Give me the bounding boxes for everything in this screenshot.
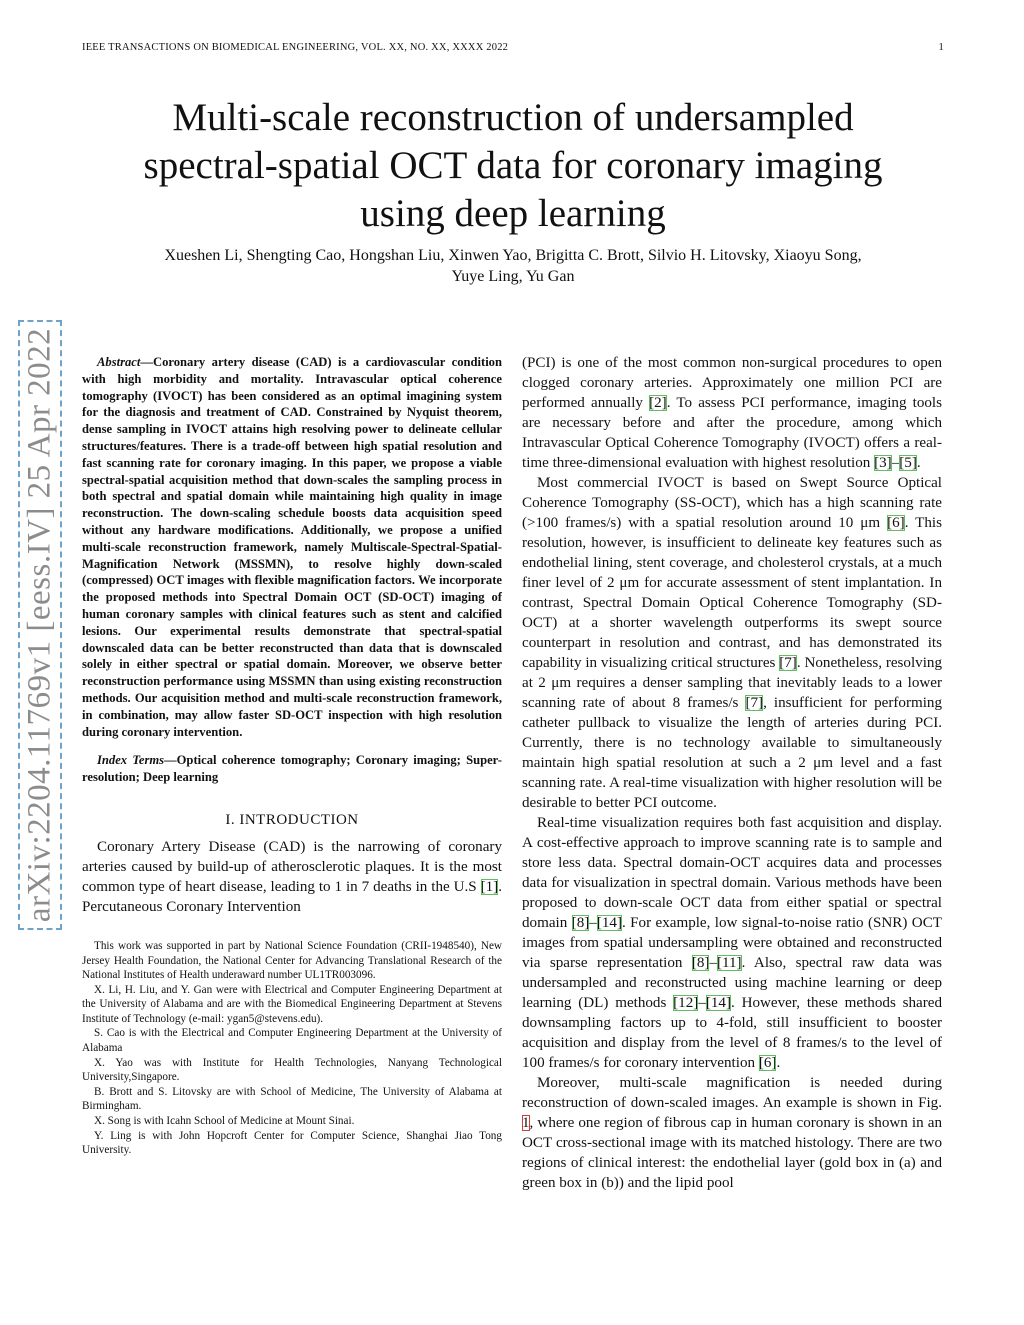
citation-link[interactable]: [14] [596, 915, 622, 931]
footnote-affiliation: X. Li, H. Liu, and Y. Gan were with Electrical and Computer Engineering Department at the University of Alabama and are with the Biomedical Engineering Department at Stevens Institute of Technology (e-mail: ygan5@stevens.edu). [82, 983, 502, 1025]
paragraph-text: Real-time visualization requires both fast acquisition and display. A cost-effective approach to improve scanning rate is to sample and store less data. Spectral domain-OCT acquires data and processes data for visualization in spectral domain. Various methods have been proposed to down-scale OCT data from either spatial or spectral domain [522, 815, 942, 931]
authors-line: Xueshen Li, Shengting Cao, Hongshan Liu, Xinwen Yao, Brigitta C. Brott, Silvio H. Litovsky, Xiaoyu Song, [164, 247, 862, 264]
footnote-affiliation: X. Song is with Icahn School of Medicine at Mount Sinai. [94, 1115, 355, 1128]
arxiv-identifier: arXiv:2204.11769v1 [eess.IV] 25 Apr 2022 [21, 327, 58, 923]
citation-link[interactable]: [3] [874, 455, 892, 471]
index-terms-label: Index Terms [97, 753, 165, 768]
right-column [522, 353, 942, 1193]
paragraph-text: – [589, 915, 597, 931]
citation-link[interactable]: [6] [758, 1055, 777, 1071]
footnotes [82, 939, 502, 1158]
footnote-affiliation: Y. Ling is with John Hopcroft Center for Computer Science, Shanghai Jiao Tong University. [82, 1129, 502, 1157]
abstract [82, 354, 502, 740]
title-line: spectral-spatial OCT data for coronary imaging [143, 144, 883, 187]
title-line: using deep learning [360, 192, 666, 235]
citation-link[interactable]: [7] [779, 655, 797, 671]
citation-link[interactable]: [11] [717, 955, 742, 971]
arxiv-stamp [18, 320, 62, 930]
footnote-affiliation: S. Cao is with the Electrical and Computer Engineering Department at the University of Alabama [82, 1027, 502, 1055]
paragraph-text: . [916, 455, 921, 471]
citation-link[interactable]: [14] [705, 995, 732, 1011]
abstract-text: —Coronary artery disease (CAD) is a cardiovascular condition with high morbidity and mortality. Intravascular optical coherence tomography (IVOCT) has been considered as an optimal imagining system for the diagnosis and treatment of CAD. Constrained by Nyquist theorem, dense sampling in IVOCT attains high resolving power to delineate cellular structures/features. There is a trade-off between high spatial resolution and fast scanning rate for coronary imaging. In this paper, we propose a viable spectral-spatial acquisition method that down-scales the sampling process in both spectral and spatial domain while maintaining high quality in image reconstruction. The down-scaling schedule boosts data acquisition speed without any hardware modifications. Additionally, we propose a unified multi-scale reconstruction framework, namely Multiscale-Spectral-Spatial-Magnification Network (MSSMN), to resolve highly down-scaled (compressed) OCT images with flexible magnification factors. We incorporate the proposed methods into Spectral Domain OCT (SD-OCT) imaging of human coronary samples with clinical features such as stent and calcified lesions. Our experimental results demonstrate that spectral-spatial downscaled data can be better reconstructed than data that is downscaled solely in either spectral or spatial domain. Moreover, we observe better reconstruction performance using MSSMN than using existing reconstruction methods. Our acquisition method and multi-scale reconstruction framework, in combination, may allow faster SD-OCT inspection with high resolution during coronary intervention. [82, 355, 502, 739]
paragraph-text: . Percutaneous Coronary Intervention [82, 878, 502, 915]
citation-link[interactable]: [12] [673, 995, 699, 1011]
intro-paragraph [82, 837, 502, 917]
paragraph-text: . To assess PCI performance, imaging tools are necessary before and after the procedure, among which Intravascular Optical Coherence Tomography (IVOCT) offers a real-time three-dimensional evaluation with highest resolution [522, 395, 942, 471]
index-terms-text: —Optical coherence tomography; Coronary imaging; Super-resolution; Deep learning [82, 753, 502, 785]
left-column [82, 354, 502, 1158]
journal-name: IEEE TRANSACTIONS ON BIOMEDICAL ENGINEERING, VOL. XX, NO. XX, XXXX 2022 [82, 42, 509, 53]
paragraph-text: (PCI) is one of the most common non-surgical procedures to open clogged coronary arteries. Approximately one million PCI are performed annually [522, 355, 942, 411]
title-line: Multi-scale reconstruction of undersampled [172, 96, 854, 139]
citation-link[interactable]: [1] [480, 878, 499, 895]
paragraph-text: – [698, 995, 706, 1011]
paper-title [82, 94, 944, 238]
paragraph-text: Moreover, multi-scale magnification is needed during reconstruction of down-scaled images. An example is shown in Fig. [522, 1075, 942, 1111]
footnote-funding: This work was supported in part by National Science Foundation (CRII-1948540), New Jersey Health Foundation, the National Center for Advancing Translational Research of the National Institutes of Health underaward number UL1TR003096. [82, 939, 502, 982]
citation-link[interactable]: [5] [899, 455, 917, 471]
paragraph-text: . Also, spectral raw data was undersampled and reconstructed using machine learning or deep learning (DL) methods [522, 955, 942, 1011]
footnote-affiliation: B. Brott and S. Litovsky are with School of Medicine, The University of Alabama at Birmingham. [82, 1085, 502, 1113]
paragraph-text: Most commercial IVOCT is based on Swept Source Optical Coherence Tomography (SS-OCT), which has a high scanning rate (>100 frames/s) with a spatial resolution around 10 μm [522, 475, 942, 531]
body-paragraph [522, 1073, 942, 1193]
author-list [82, 245, 944, 287]
paragraph-text: Coronary Artery Disease (CAD) is the narrowing of coronary arteries caused by build-up of atherosclerotic plaques. It is the most common type of heart disease, leading to 1 in 7 deaths in the U.S [82, 838, 502, 895]
paragraph-text: . This resolution, however, is insufficient to delineate key features such as endothelial lining, stent coverage, and cholesterol crystals, at a much finer level of 2 μm for accurate assessment of stent implantation. In contrast, Spectral Domain Optical Coherence Tomography (SD-OCT) at a shorter wavelength outperforms its swept source counterpart in resolution and contrast, and has demonstrated its capability in visualizing critical structures [522, 515, 942, 671]
figure-link[interactable]: 1 [522, 1115, 530, 1131]
page-number: 1 [938, 42, 944, 53]
authors-line: Yuye Ling, Yu Gan [451, 268, 575, 285]
citation-link[interactable]: [7] [745, 695, 764, 711]
citation-link[interactable]: [6] [887, 515, 905, 531]
abstract-label: Abstract [97, 355, 141, 369]
paragraph-text: – [709, 955, 717, 971]
running-head [82, 42, 944, 53]
citation-link[interactable]: [8] [571, 915, 590, 931]
body-paragraph [522, 353, 942, 473]
paragraph-text: , insufficient for performing catheter pullback to visualize the length of arteries during PCI. Currently, there is no technology available to simultaneously maintain high spatial resolution at such a 2 μm level and a fast scanning rate. A real-time visualization with higher resolution will be desirable to better PCI outcome. [522, 695, 942, 811]
body-paragraph [522, 813, 942, 1073]
index-terms [82, 752, 502, 786]
citation-link[interactable]: [2] [649, 395, 667, 411]
paragraph-text: . For example, low signal-to-noise ratio (SNR) OCT images from spatial undersampling were obtained and reconstructed via sparse representation [522, 915, 942, 971]
section-heading: I. INTRODUCTION [225, 811, 359, 828]
body-paragraph [522, 473, 942, 813]
paragraph-text: . Nonetheless, resolving at 2 μm requires a denser sampling that inevitably leads to a lower scanning rate of about 8 frames/s [522, 655, 943, 711]
citation-link[interactable]: [8] [691, 955, 710, 971]
paragraph-text: – [891, 455, 900, 471]
paragraph-text: . However, these methods shared downsampling factors up to 4-fold, still insufficient to booster acquisition and display from the level of 8 frames/s to the level of 100 frames/s for coronary intervention [522, 995, 942, 1071]
paragraph-text: . [776, 1055, 781, 1071]
paragraph-text: , where one region of fibrous cap in human coronary is shown in an OCT cross-sectional image with its matched histology. There are two regions of clinical interest: the endothelial layer (gold box in (a) and green box in (b)) and the lipid pool [522, 1115, 942, 1191]
footnote-affiliation: X. Yao was with Institute for Health Technologies, Nanyang Technological University,Singapore. [82, 1056, 502, 1084]
